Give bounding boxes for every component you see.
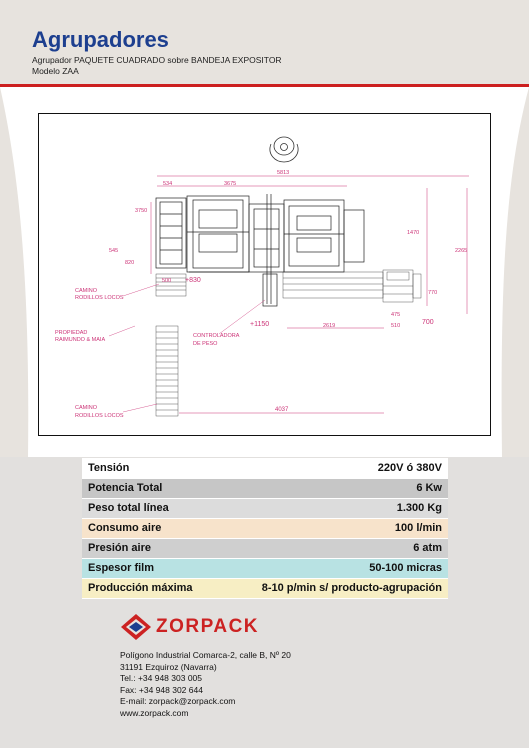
dim-5813: 5813 xyxy=(277,170,290,176)
spec-label: Producción máxima xyxy=(82,578,220,598)
spec-value: 220V ó 380V xyxy=(220,458,448,478)
dim-700: 700 xyxy=(422,319,434,326)
spec-value: 50-100 micras xyxy=(220,558,448,578)
dim-2265: 2265 xyxy=(455,248,468,254)
address-line-2: 31191 Ezquiroz (Navarra) xyxy=(120,661,217,672)
right-conveyor xyxy=(283,270,421,302)
controladora-label-line2: DE PESO xyxy=(193,341,218,347)
dim-1470: 1470 xyxy=(407,230,420,236)
page-subtitle: Agrupador PAQUETE CUADRADO sobre BANDEJA EXPOSITOR xyxy=(32,55,282,65)
machine-body xyxy=(156,194,364,306)
spec-label: Presión aire xyxy=(82,538,220,558)
dim-4037: 4037 xyxy=(275,407,289,413)
dim-510: 510 xyxy=(391,323,401,329)
telephone: Tel.: +34 948 303 005 xyxy=(120,673,202,684)
contact-block xyxy=(120,650,291,720)
email-link[interactable]: E-mail: zorpack@zorpack.com xyxy=(120,696,236,707)
dim-475: 475 xyxy=(391,312,401,318)
spec-row xyxy=(82,538,448,558)
dim-2619: 2619 xyxy=(323,323,336,329)
company-name: ZORPACK xyxy=(156,616,260,637)
dim-500: 500 xyxy=(162,278,172,284)
model-label: Modelo ZAA xyxy=(32,66,79,76)
dim-3750: 3750 xyxy=(135,208,148,214)
dim-820: 820 xyxy=(125,260,135,266)
dim-3675: 3675 xyxy=(224,181,237,187)
camino-label-2-line1: CAMINO xyxy=(75,405,97,411)
address-line-1: Polígono Industrial Comarca-2, calle B, Nº 20 xyxy=(120,650,291,660)
layout-plan-svg xyxy=(39,114,490,435)
dim-830: +830 xyxy=(185,277,201,284)
spec-row xyxy=(82,578,448,598)
website-link[interactable]: www.zorpack.com xyxy=(120,707,189,718)
operator-icon xyxy=(270,137,298,162)
spec-value: 6 atm xyxy=(220,538,448,558)
company-logo xyxy=(120,613,259,641)
technical-drawing xyxy=(38,113,491,436)
spec-label: Peso total línea xyxy=(82,498,220,518)
spec-row xyxy=(82,478,448,498)
page-title: Agrupadores xyxy=(32,27,169,52)
fax: Fax: +34 948 302 644 xyxy=(120,684,203,695)
controladora-label-line1: CONTROLADORA xyxy=(193,333,240,339)
camino-label-1-line1: CAMINO xyxy=(75,288,97,294)
dim-534: 534 xyxy=(163,181,173,187)
dim-1150: +1150 xyxy=(250,321,270,328)
spec-label: Consumo aire xyxy=(82,518,220,538)
spec-label: Potencia Total xyxy=(82,478,220,498)
camino-label-1-line2: RODILLOS LOCOS xyxy=(75,295,124,301)
spec-label: Espesor film xyxy=(82,558,220,578)
camino-label-2-line2: RODILLOS LOCOS xyxy=(75,413,124,419)
spec-value: 8-10 p/min s/ producto-agrupación xyxy=(220,578,448,598)
spec-row xyxy=(82,458,448,478)
propiedad-label-line2: RAIMUNDO & MAIA xyxy=(55,337,106,343)
left-conveyor xyxy=(156,274,186,416)
dim-770: 770 xyxy=(428,290,438,296)
spec-row xyxy=(82,518,448,538)
spec-table xyxy=(82,458,448,599)
propiedad-label-line1: PROPIEDAD xyxy=(55,330,88,336)
spec-value: 1.300 Kg xyxy=(220,498,448,518)
dim-545: 545 xyxy=(109,248,119,254)
spec-label: Tensión xyxy=(82,458,220,478)
zorpack-emblem-icon xyxy=(120,613,152,641)
spec-value: 100 l/min xyxy=(220,518,448,538)
spec-value: 6 Kw xyxy=(220,478,448,498)
spec-row xyxy=(82,558,448,578)
spec-row xyxy=(82,498,448,518)
